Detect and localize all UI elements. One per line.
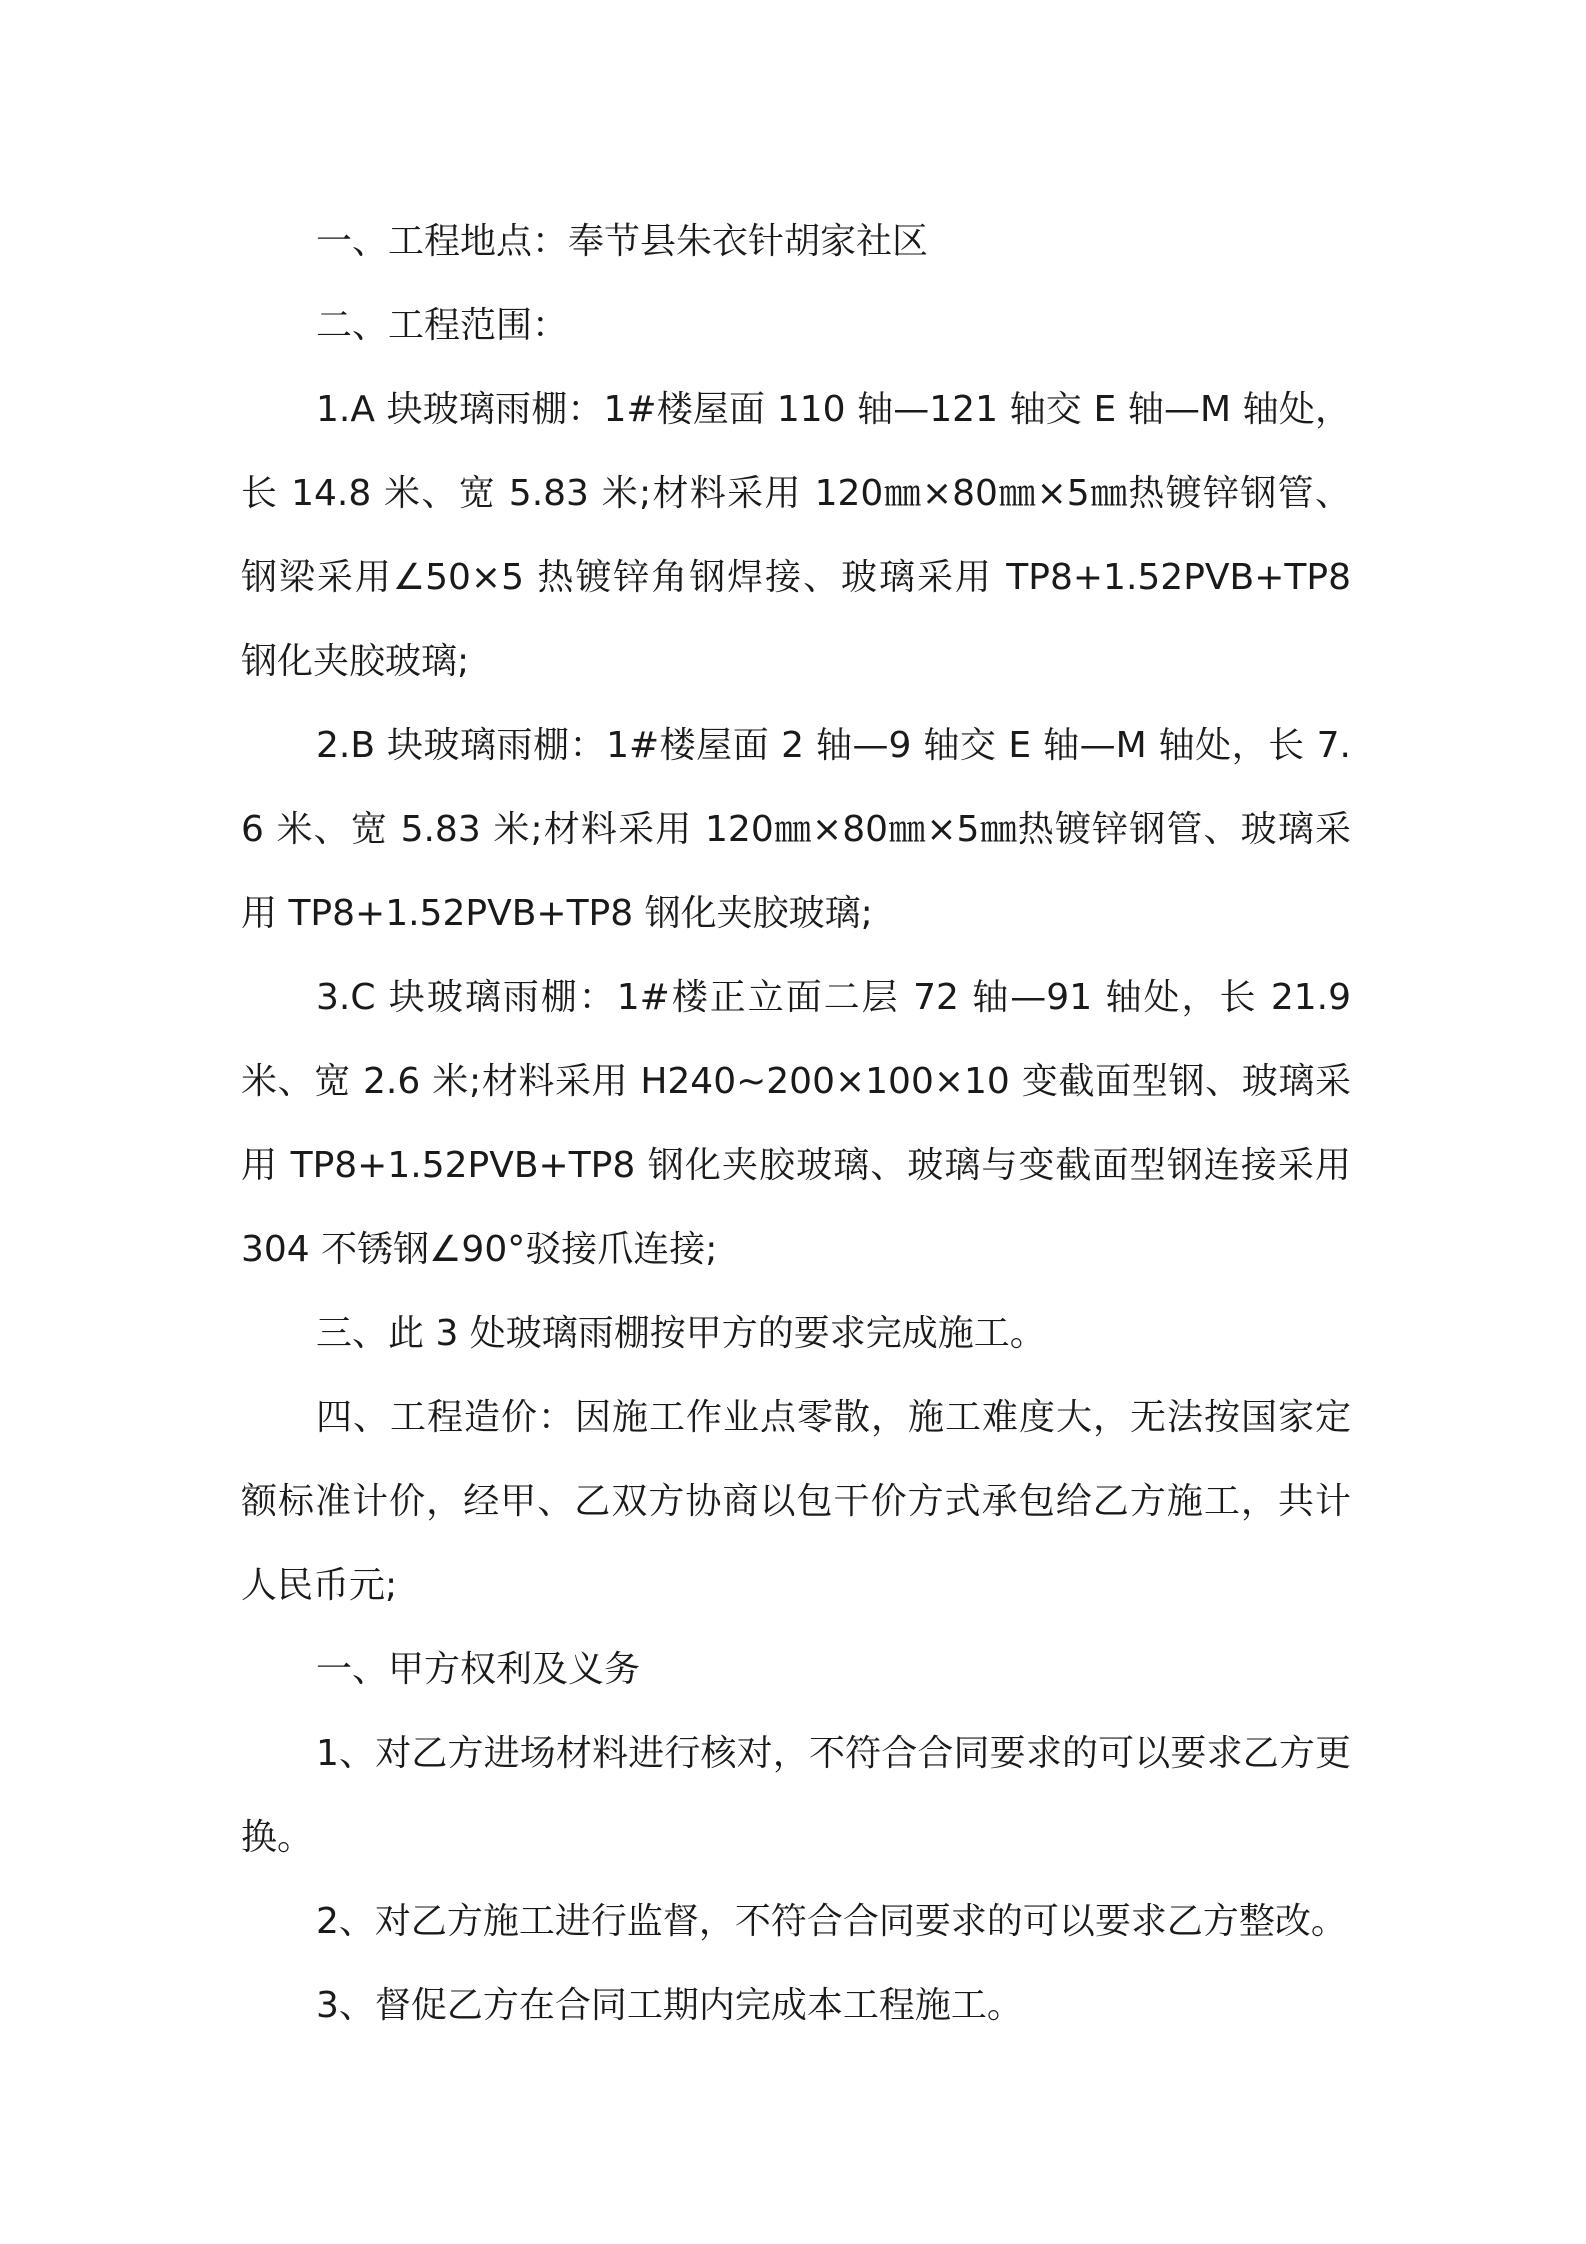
section-requirements: 三、此 3 处玻璃雨棚按甲方的要求完成施工。: [316, 1313, 1046, 1354]
scope-item-c: 3.C 块玻璃雨棚：1#楼正立面二层 72 轴—91 轴处，长 21.9 米、宽 2.6 米;材料采用 H240~200×100×10 变截面型钢、玻璃采用 TP8+1.52PVB+TP8 钢化夹胶玻璃、玻璃与变截面型钢连接采用 304 不锈钢∠90°驳接爪连接;: [241, 977, 1351, 1270]
party-a-heading: 一、甲方权利及义务: [316, 1649, 641, 1690]
section-scope-heading: 二、工程范围：: [316, 305, 569, 346]
party-a-item-3: 3、督促乙方在合同工期内完成本工程施工。: [316, 1985, 1023, 2026]
document-page: [241, 200, 1351, 2048]
scope-item-b: 2.B 块玻璃雨棚：1#楼屋面 2 轴—9 轴交 E 轴—M 轴处，长 7.6 米、宽 5.83 米;材料采用 120㎜×80㎜×5㎜热镀锌钢管、玻璃采用 TP8+1.52PVB+TP8 钢化夹胶玻璃;: [241, 725, 1351, 934]
section-cost: 四、工程造价：因施工作业点零散，施工难度大，无法按国家定额标准计价，经甲、乙双方协商以包干价方式承包给乙方施工，共计人民币元;: [241, 1397, 1351, 1606]
scope-item-a: 1.A 块玻璃雨棚：1#楼屋面 110 轴—121 轴交 E 轴—M 轴处，长 14.8 米、宽 5.83 米;材料采用 120㎜×80㎜×5㎜热镀锌钢管、钢梁采用∠50×5 热镀锌角钢焊接、玻璃采用 TP8+1.52PVB+TP8 钢化夹胶玻璃;: [241, 389, 1351, 682]
party-a-item-2: 2、对乙方施工进行监督，不符合合同要求的可以要求乙方整改。: [316, 1901, 1347, 1942]
party-a-item-1: 1、对乙方进场材料进行核对，不符合合同要求的可以要求乙方更换。: [241, 1733, 1351, 1858]
section-location: 一、工程地点：奉节县朱衣针胡家社区: [316, 221, 929, 262]
